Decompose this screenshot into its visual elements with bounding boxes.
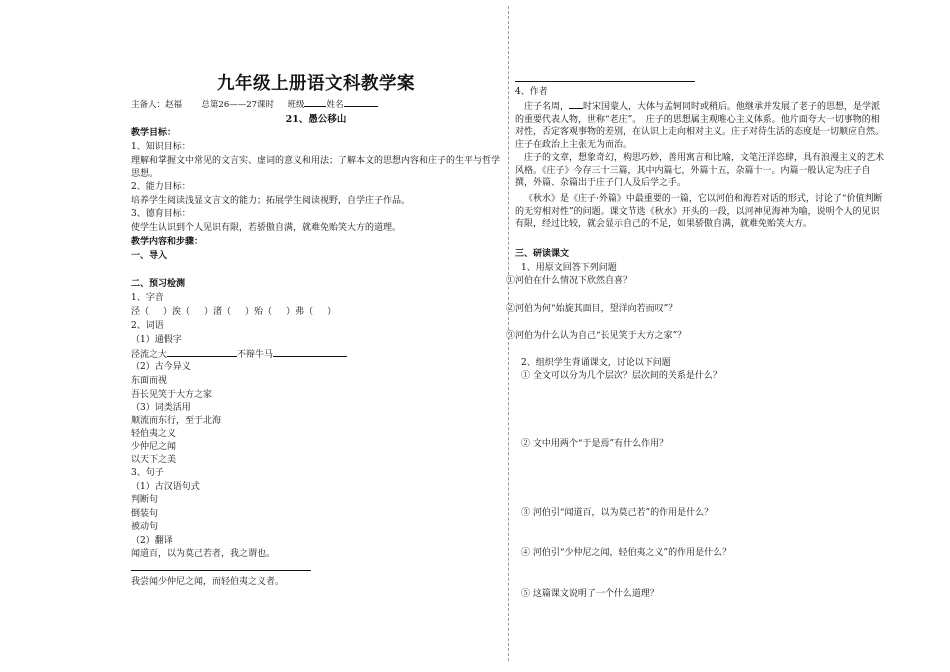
goal2-text: 培养学生阅读浅显文言文的能力；拓展学生阅读视野，自学庄子作品。 [131, 196, 411, 206]
class-label: 班级 [287, 100, 305, 110]
pron-item: ）渚（ [204, 307, 232, 317]
cilei-4: 以天下之美 [131, 455, 177, 465]
pron-row [131, 306, 336, 319]
tongjia-blank-1[interactable] [167, 347, 237, 357]
pron-item: ）弗（ [286, 307, 314, 317]
answer-line[interactable] [515, 81, 695, 82]
preparer: 主备人：赵福 [131, 100, 183, 110]
q2-1: ① 全文可以分为几个层次？层次间的关系是什么？ [521, 371, 722, 381]
tongjia-row [131, 347, 347, 362]
right-column [506, 0, 885, 672]
tongjia-heading: （1）通假字 [131, 335, 182, 345]
q1-heading: 1、用原文回答下列问题 [521, 263, 617, 273]
goal1-text: 理解和掌握文中常见的文言实、虚词的意义和用法；了解本文的思想内容和庄子的生平与哲学思想。 [131, 156, 501, 179]
author-p1-a: 庄子名周， [524, 102, 570, 112]
pron-item: ） [327, 307, 337, 317]
cilei-3: 少仲尼之闻 [131, 442, 177, 452]
cilei-heading: （3）词类活用 [131, 403, 191, 413]
answer-line[interactable] [131, 570, 311, 571]
goal2-heading: 2、能力目标： [131, 182, 191, 192]
q2-2: ② 文中用两个“于是焉”有什么作用？ [521, 439, 669, 449]
author-p2: 庄子的文章，想象奇幻，构思巧妙，善用寓言和比喻，文笔汪洋恣肆，具有浪漫主义的艺术风格。《庄子》今存三十三篇，其中内篇七，外篇十五，杂篇十一。内篇一般认定为庄子自撰，外篇、杂篇出于庄子门人及后学之手。 [515, 153, 885, 189]
fanyi-heading: （2）翻译 [131, 536, 173, 546]
author-p1 [515, 99, 885, 151]
author-heading: 4、作者 [515, 87, 548, 97]
juzi-3: 被动句 [131, 522, 159, 532]
left-column [131, 0, 501, 672]
section3-heading: 三、研读课文 [515, 249, 570, 259]
tongjia-b: 不辩牛马 [237, 350, 274, 360]
q2-heading: 2、组织学生背诵课文，讨论以下问题 [521, 358, 671, 368]
juzi-heading: （1）古汉语句式 [131, 482, 200, 492]
q1-1: ①河伯在什么情况下欣然自喜？ [506, 276, 633, 286]
cilei-1: 顺流而东行，至于北海 [131, 416, 222, 426]
pron-item: ）涘（ [163, 307, 191, 317]
gujin-1: 东面而视 [131, 376, 168, 386]
q1-2: ②河伯为何“始旋其面目，望洋向若而叹”？ [506, 304, 678, 314]
juzi-1: 判断句 [131, 495, 159, 505]
vocab-heading: 2、词语 [131, 321, 164, 331]
q2-4: ④ 河伯引“少仲尼之闻，轻伯夷之义”的作用是什么？ [521, 548, 732, 558]
name-label: 姓名 [326, 100, 344, 110]
author-p3: 《秋水》是《庄子·外篇》中最重要的一篇，它以河伯和海若对话的形式，讨论了“价值判断的无穷相对性”的问题。课文节选《秋水》开头的一段，以河神见海神为喻，说明个人的见识有限，经过比较，就会显示自己的不足，如果骄傲自满，就难免贻笑大方。 [515, 194, 883, 230]
goal3-heading: 3、德育目标： [131, 209, 191, 219]
process-heading: 教学内容和步骤： [131, 237, 204, 247]
cilei-2: 轻伯夷之义 [131, 429, 177, 439]
period: 总第26——27课时 [201, 100, 275, 110]
q1-3: ③河伯为什么认为自己“长见笑于大方之家”？ [506, 331, 687, 341]
pron-heading: 1、字音 [131, 293, 164, 303]
pron-item: 泾（ [131, 307, 150, 317]
step2: 二、预习检测 [131, 279, 186, 289]
q2-3: ③ 河伯引“闻道百，以为莫己若”的作用是什么？ [521, 508, 714, 518]
fanyi-2: 我尝闻少仲尼之闻，而轻伯夷之义者。 [131, 577, 285, 587]
dynasty-blank[interactable] [569, 99, 583, 109]
pron-item: ）殆（ [245, 307, 273, 317]
gujin-heading: （2）古今异义 [131, 362, 191, 372]
fanyi-1: 闻道百，以为莫己若者，我之谓也。 [131, 549, 276, 559]
page-title: 九年级上册语文科教学案 [217, 74, 415, 94]
author-p1-b: 时宋国蒙人，大体与孟轲同时或稍后。他继承并发展了老子的思想，是学派的重要代表人物，世称“老庄”。 庄子的思想属主观唯心主义体系。他片面夸大一切事物的相对性，否定客观事物的差别，在认识上走向相对主义。庄子对待生活的态度是一切顺应自然。庄子在政治上主张无为而治。 [515, 102, 885, 150]
goal3-text: 使学生认识到个人见识有限，若骄傲自满，就难免贻笑大方的道理。 [131, 223, 402, 233]
tongjia-blank-2[interactable] [273, 347, 347, 357]
q2-5: ⑤ 这篇课文说明了一个什么道理？ [521, 589, 659, 599]
goal1-heading: 1、知识目标： [131, 142, 191, 152]
juzi-2: 倒装句 [131, 509, 159, 519]
sentence-heading: 3、句子 [131, 468, 164, 478]
gujin-2: 吾长见笑于大方之家 [131, 390, 213, 400]
goals-heading: 教学目标： [131, 128, 177, 138]
lesson-title: 21、愚公移山 [285, 114, 347, 125]
step1: 一、导入 [131, 251, 168, 261]
tongjia-a: 泾流之大 [131, 350, 168, 360]
